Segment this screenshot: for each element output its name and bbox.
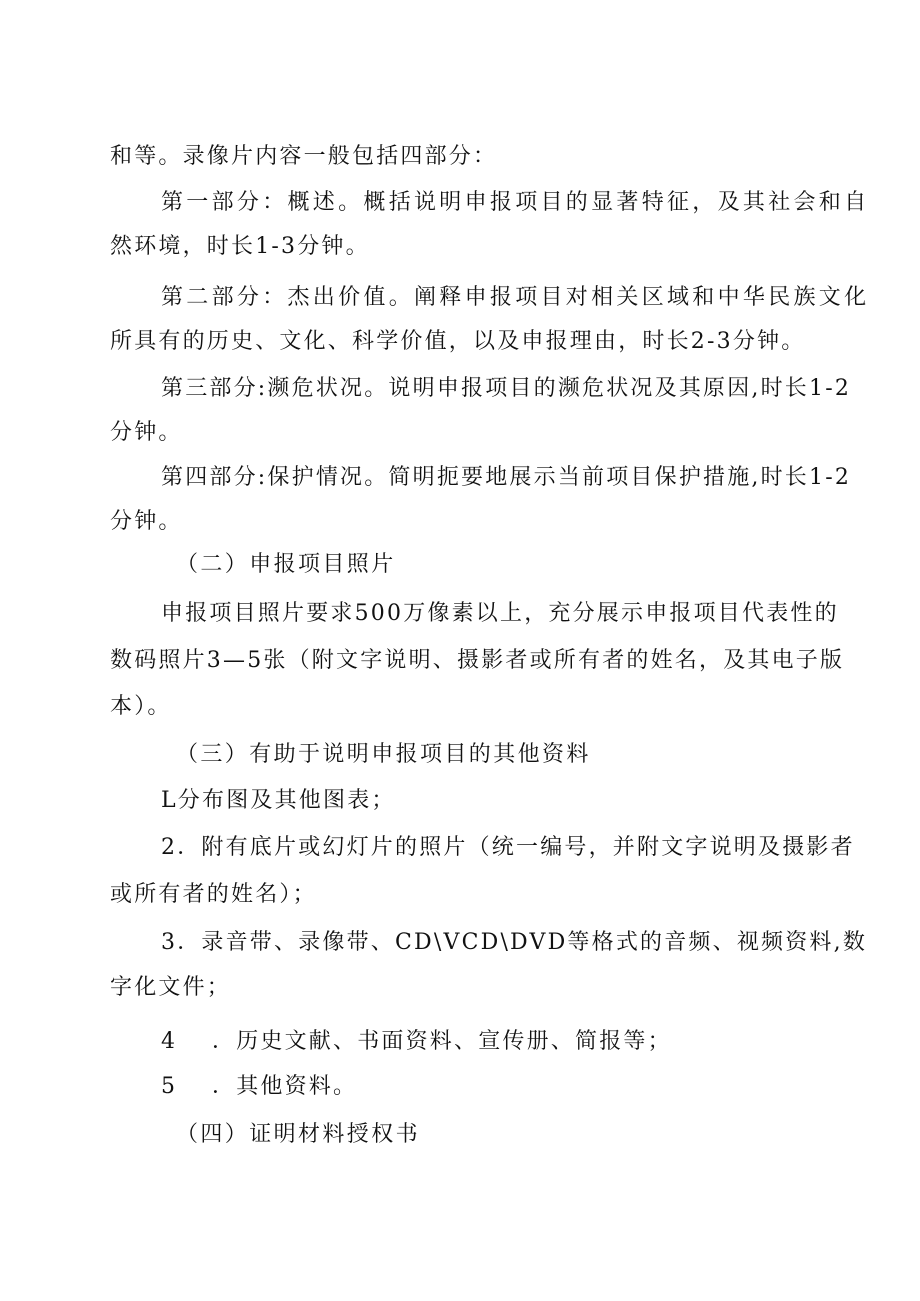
- list-item: L分布图及其他图表；: [161, 788, 396, 813]
- paragraph-line: 第一部分：概述。概括说明申报项目的显著特征，及其社会和自: [161, 190, 870, 215]
- paragraph-line: 所具有的历史、文化、科学价值，以及申报理由，时长2-3分钟。: [110, 329, 806, 354]
- paragraph-line: 和等。录像片内容一般包括四部分：: [110, 144, 498, 169]
- list-item-continuation: 或所有者的姓名）；: [110, 882, 317, 907]
- section-heading-other-materials: （三）有助于说明申报项目的其他资料: [176, 742, 591, 767]
- list-item-continuation: 字化文件；: [110, 975, 232, 1000]
- list-item: 3．录音带、录像带、CD\VCD\DVD等格式的音频、视频资料,数: [161, 930, 868, 955]
- list-item: ．其他资料。: [212, 1074, 358, 1099]
- paragraph-line: 本）。: [110, 694, 172, 719]
- list-item: 2．附有底片或幻灯片的照片（统一编号，并附文字说明及摄影者: [161, 835, 855, 860]
- paragraph-line: 申报项目照片要求500万像素以上，充分展示申报项目代表性的: [161, 601, 839, 626]
- list-item-number: 4: [161, 1029, 178, 1054]
- paragraph-line: 分钟。: [110, 509, 183, 534]
- paragraph-line: 第四部分:保护情况。简明扼要地展示当前项目保护措施,时长1-2: [161, 465, 852, 490]
- paragraph-line: 第二部分：杰出价值。阐释申报项目对相关区域和中华民族文化: [161, 285, 870, 310]
- paragraph-line: 数码照片3—5张（附文字说明、摄影者或所有者的姓名，及其电子版: [110, 648, 845, 673]
- list-item: ．历史文献、书面资料、宣传册、简报等；: [212, 1029, 672, 1054]
- paragraph-line: 分钟。: [110, 420, 183, 445]
- paragraph-line: 第三部分:濒危状况。说明申报项目的濒危状况及其原因,时长1-2: [161, 376, 852, 401]
- list-item-number: 5: [161, 1074, 178, 1099]
- section-heading-photos: （二）申报项目照片: [176, 552, 396, 577]
- paragraph-line: 然环境，时长1-3分钟。: [110, 234, 370, 259]
- section-heading-authorization: （四）证明材料授权书: [176, 1122, 421, 1147]
